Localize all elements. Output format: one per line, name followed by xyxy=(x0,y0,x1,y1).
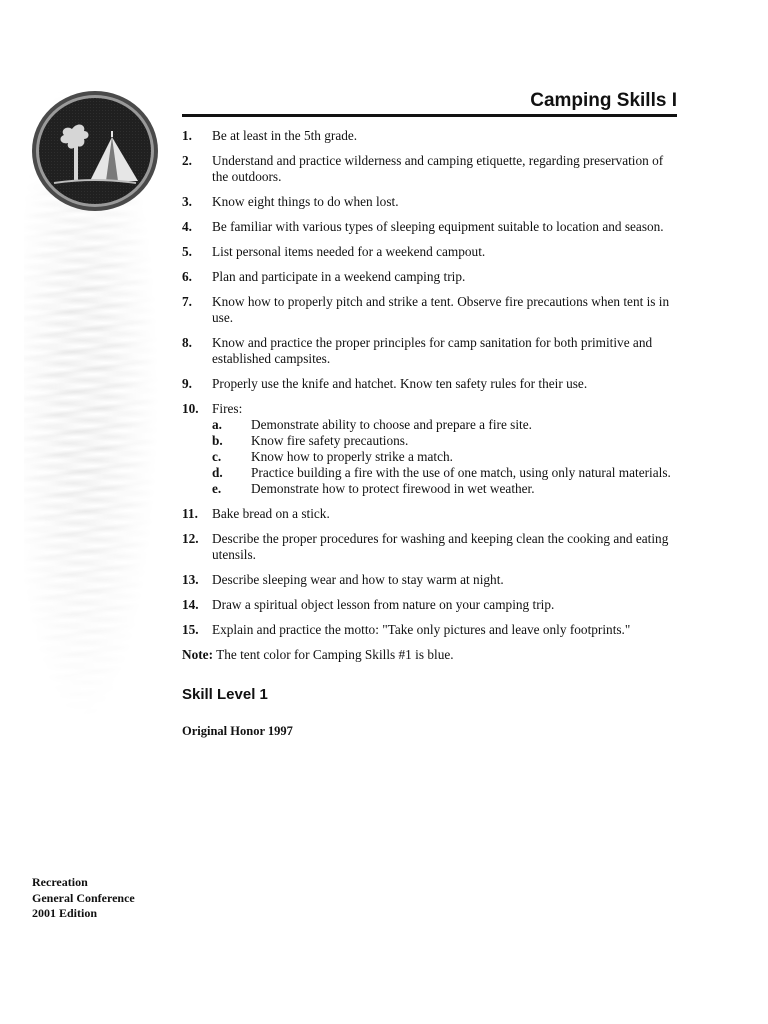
sub-item xyxy=(212,465,682,481)
item-number: 4. xyxy=(182,219,192,234)
list-item xyxy=(182,194,682,210)
item-text: Be familiar with various types of sleeping equipment suitable to location and season. xyxy=(212,219,664,234)
sub-item-letter: d. xyxy=(212,465,223,480)
list-item xyxy=(182,572,682,588)
list-item xyxy=(182,622,682,638)
item-number: 2. xyxy=(182,153,192,168)
item-text: Describe the proper procedures for washing and keeping clean the cooking and eating utensils. xyxy=(212,531,669,562)
original-honor: Original Honor 1997 xyxy=(182,724,293,738)
note-text: The tent color for Camping Skills #1 is blue. xyxy=(213,647,454,662)
list-item xyxy=(182,531,682,563)
item-text: Be at least in the 5th grade. xyxy=(212,128,358,143)
item-text: Know and practice the proper principles for camp sanitation for both primitive and established campsites. xyxy=(212,335,653,366)
item-text: Properly use the knife and hatchet. Know ten safety rules for their use. xyxy=(212,376,588,391)
item-text: Bake bread on a stick. xyxy=(212,506,330,521)
item-text: Describe sleeping wear and how to stay warm at night. xyxy=(212,572,504,587)
sub-item-text: Demonstrate how to protect firewood in wet weather. xyxy=(251,481,535,496)
sub-item-text: Know fire safety precautions. xyxy=(251,433,409,448)
item-number: 3. xyxy=(182,194,192,209)
list-item xyxy=(182,128,682,144)
list-item xyxy=(182,506,682,522)
skill-level-heading: Skill Level 1 xyxy=(182,686,268,703)
title-divider xyxy=(182,114,677,117)
sub-item-letter: b. xyxy=(212,433,223,448)
item-number: 7. xyxy=(182,294,192,309)
tent-and-tree-patch-icon xyxy=(30,89,160,213)
sub-item-letter: e. xyxy=(212,481,222,496)
sub-item-letter: a. xyxy=(212,417,222,432)
list-item xyxy=(182,244,682,260)
item-number: 1. xyxy=(182,128,192,143)
item-text: Plan and participate in a weekend camping trip. xyxy=(212,269,466,284)
item-number: 6. xyxy=(182,269,192,284)
item-text: Draw a spiritual object lesson from nature on your camping trip. xyxy=(212,597,555,612)
list-item xyxy=(182,219,682,235)
footer-edition: 2001 Edition xyxy=(32,906,98,920)
list-item xyxy=(182,153,682,185)
item-number: 5. xyxy=(182,244,192,259)
note-label: Note: xyxy=(182,647,214,662)
item-number: 9. xyxy=(182,376,192,391)
item-body xyxy=(212,401,682,497)
sub-item-text: Practice building a fire with the use of one match, using only natural materials. xyxy=(251,465,671,480)
sub-item-letter: c. xyxy=(212,449,222,464)
sub-item-text: Know how to properly strike a match. xyxy=(251,449,453,464)
item-number: 13. xyxy=(182,572,199,587)
item-text: List personal items needed for a weekend campout. xyxy=(212,244,486,259)
item-number: 14. xyxy=(182,597,199,612)
item-text: Understand and practice wilderness and camping etiquette, regarding preservation of the outdoors. xyxy=(212,153,664,184)
item-number: 12. xyxy=(182,531,199,546)
item-text: Explain and practice the motto: "Take only pictures and leave only footprints." xyxy=(212,622,631,637)
page-title: Camping Skills I xyxy=(530,90,677,111)
item-number: 15. xyxy=(182,622,199,637)
footer-category: Recreation xyxy=(32,875,88,889)
item-number: 8. xyxy=(182,335,192,350)
list-item xyxy=(182,335,682,367)
sub-item xyxy=(212,449,682,465)
list-item xyxy=(182,294,682,326)
requirements-list xyxy=(182,128,682,663)
list-item xyxy=(182,269,682,285)
footer xyxy=(32,875,135,922)
list-item xyxy=(182,376,682,392)
sub-item-text: Demonstrate ability to choose and prepare a fire site. xyxy=(251,417,532,432)
footer-publisher: General Conference xyxy=(32,890,135,905)
note xyxy=(182,647,682,663)
sub-item xyxy=(212,433,682,449)
item-number: 10. xyxy=(182,401,199,416)
list-item xyxy=(182,401,682,497)
item-text: Fires: xyxy=(212,401,243,416)
item-text: Know how to properly pitch and strike a tent. Observe fire precautions when tent is in use. xyxy=(212,294,670,325)
sub-item xyxy=(212,481,682,497)
item-number: 11. xyxy=(182,506,198,521)
item-text: Know eight things to do when lost. xyxy=(212,194,399,209)
sub-item xyxy=(212,417,682,433)
list-item xyxy=(182,597,682,613)
